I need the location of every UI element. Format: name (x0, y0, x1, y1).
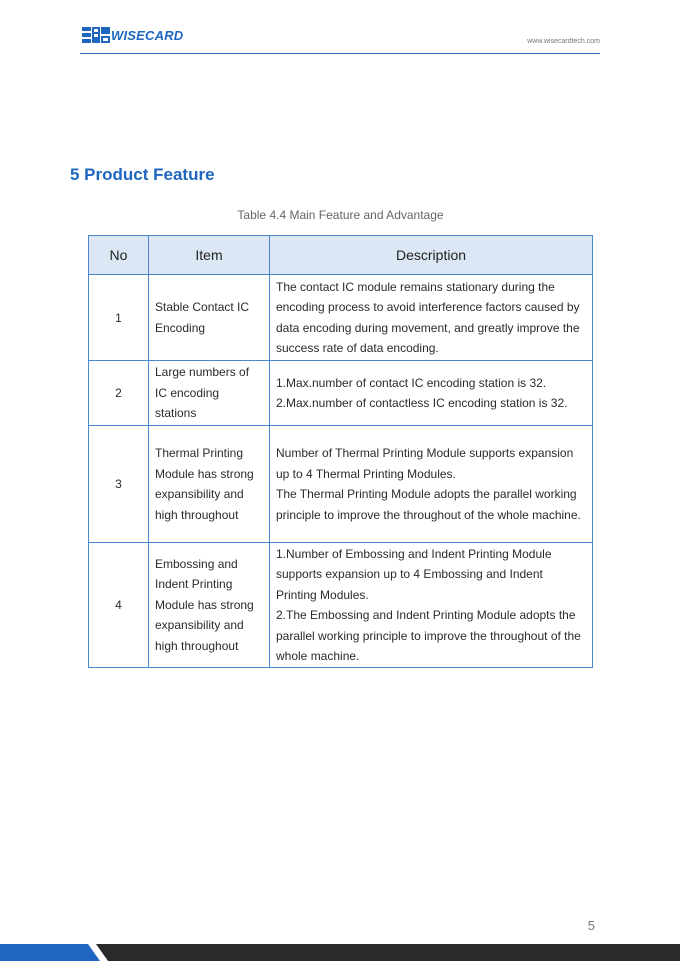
table-row (89, 426, 593, 543)
description-line: Number of Thermal Printing Module supports expansion up to 4 Thermal Printing Modules. (276, 446, 574, 481)
description-line: 1.Number of Embossing and Indent Printing Module supports expansion up to 4 Embossing and Indent Printing Modules. (276, 546, 552, 602)
row-number: 2 (89, 361, 149, 426)
feature-table (88, 235, 593, 668)
header-no: No (89, 236, 149, 275)
row-item: Thermal Printing Module has strong expansibility and high throughout (149, 426, 270, 543)
brand-logo (82, 26, 183, 44)
section-title: 5 Product Feature (70, 165, 215, 184)
page-number: 5 (587, 918, 595, 933)
table-row (89, 361, 593, 426)
brand-name: WISECARD (111, 27, 184, 43)
footer-blue-stripe (0, 944, 100, 961)
row-item: Large numbers of IC encoding stations (149, 361, 270, 426)
website-url: www.wisecardtech.com (527, 38, 600, 45)
description-line: The contact IC module remains stationary during the encoding process to avoid interference factors caused by data encoding during movement, and greatly improve the success rate of data encoding. (276, 279, 580, 355)
row-item: Embossing and Indent Printing Module has strong expansibility and high throughout (149, 543, 270, 668)
footer-band (0, 944, 680, 961)
page-header (80, 24, 600, 54)
description-line: 1.Max.number of contact IC encoding station is 32. (276, 375, 547, 390)
description-line: 2.The Embossing and Indent Printing Module adopts the parallel working principle to improve the throughout of the whole machine. (276, 608, 581, 663)
footer-dark-stripe (96, 944, 680, 961)
row-description (270, 361, 593, 426)
header-item: Item (149, 236, 270, 275)
row-number: 1 (89, 275, 149, 361)
table-header-row (89, 236, 593, 275)
row-number: 3 (89, 426, 149, 543)
table-row (89, 543, 593, 668)
row-number: 4 (89, 543, 149, 668)
wisecard-logo-icon (82, 26, 110, 44)
row-item: Stable Contact IC Encoding (149, 275, 270, 361)
description-line: 2.Max.number of contactless IC encoding station is 32. (276, 396, 568, 410)
row-description (270, 543, 593, 668)
description-line: The Thermal Printing Module adopts the parallel working principle to improve the throughout of the whole machine. (276, 487, 581, 522)
table-caption: Table 4.4 Main Feature and Advantage (237, 208, 444, 222)
header-description: Description (270, 236, 593, 275)
row-description (270, 275, 593, 361)
table-row (89, 275, 593, 361)
row-description (270, 426, 593, 543)
